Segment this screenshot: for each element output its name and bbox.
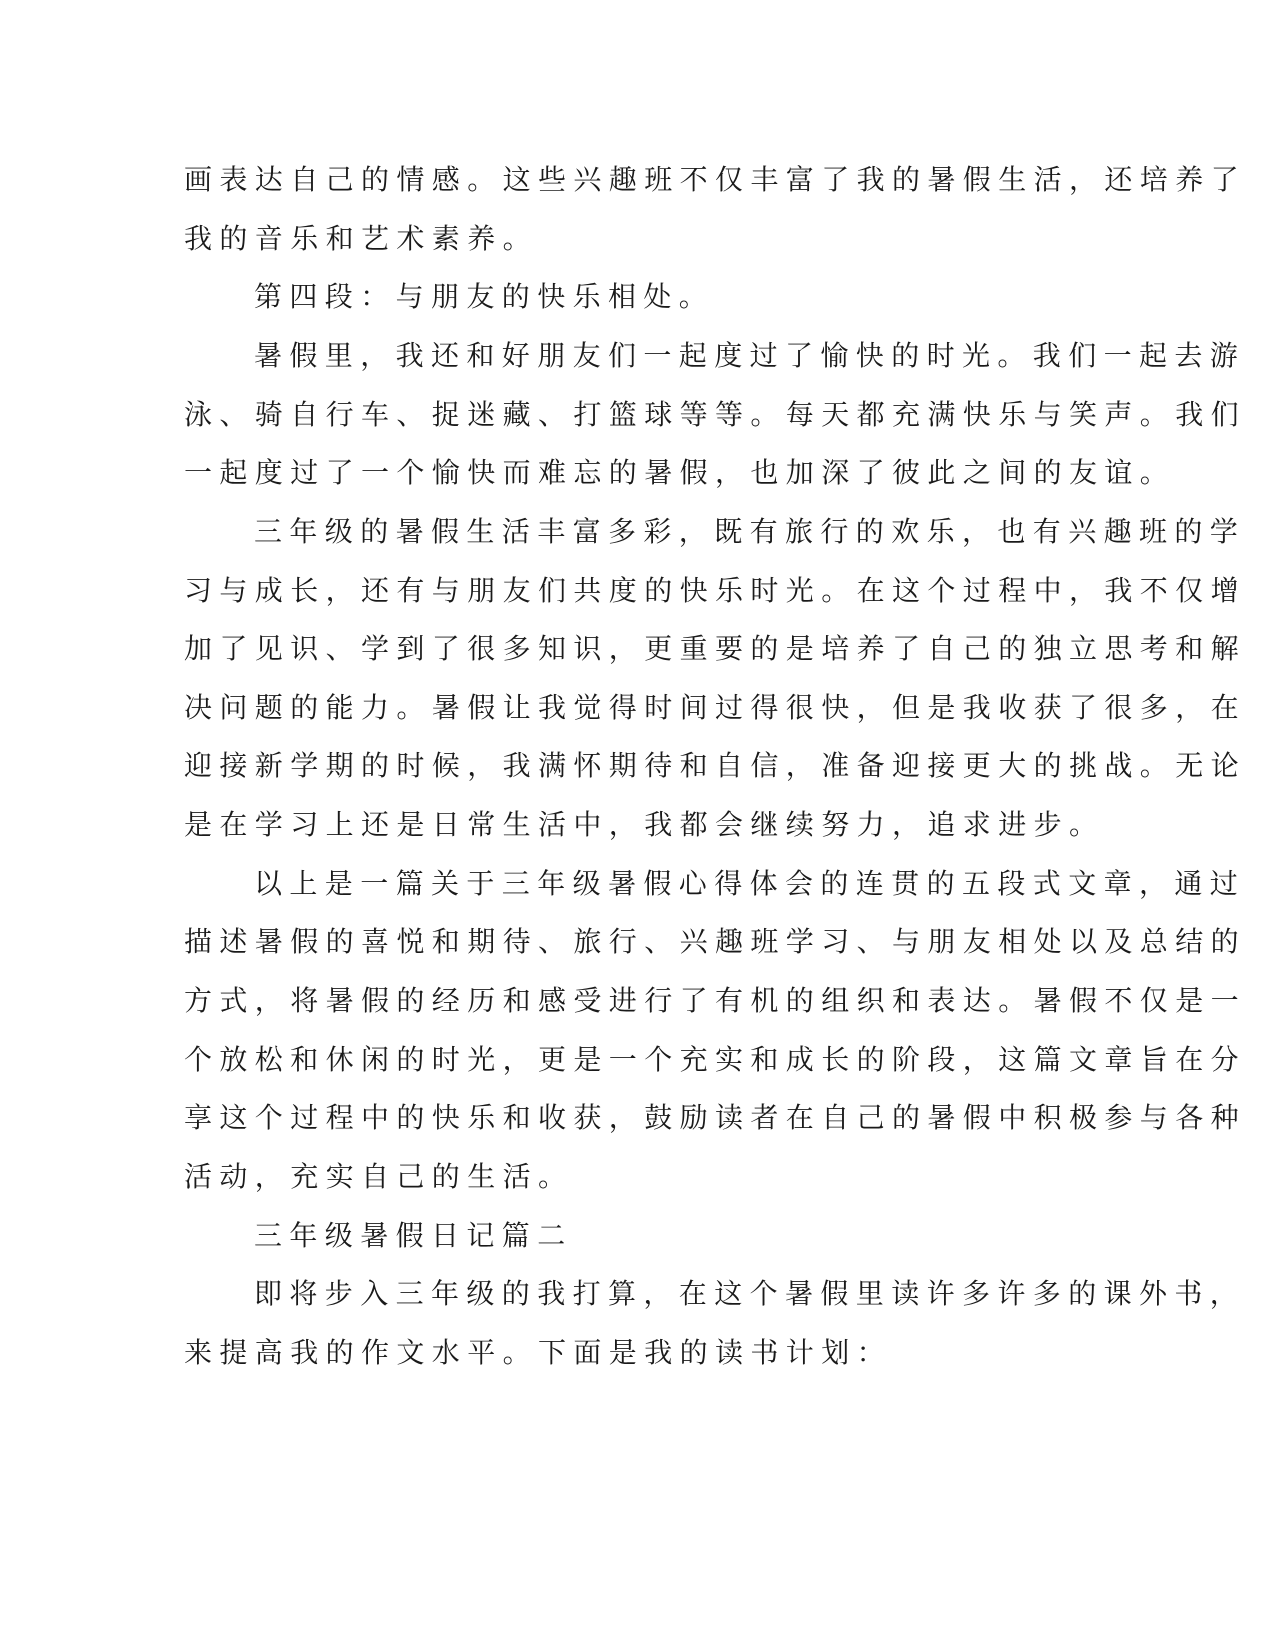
text-line: 决问题的能力。暑假让我觉得时间过得很快，但是我收获了很多，在 [184, 691, 1247, 724]
text-line: 加了见识、学到了很多知识，更重要的是培养了自己的独立思考和解 [184, 632, 1247, 665]
text-line: 一起度过了一个愉快而难忘的暑假，也加深了彼此之间的友谊。 [184, 456, 1176, 489]
text-line: 三年级的暑假生活丰富多彩，既有旅行的欢乐，也有兴趣班的学 [254, 515, 1246, 548]
text-line: 享这个过程中的快乐和收获，鼓励读者在自己的暑假中积极参与各种 [184, 1101, 1247, 1134]
text-line: 泳、骑自行车、捉迷藏、打篮球等等。每天都充满快乐与笑声。我们 [184, 398, 1247, 431]
text-line: 是在学习上还是日常生活中，我都会继续努力，追求进步。 [184, 808, 1105, 841]
text-line: 画表达自己的情感。这些兴趣班不仅丰富了我的暑假生活，还培养了 [184, 163, 1247, 196]
text-line: 以上是一篇关于三年级暑假心得体会的连贯的五段式文章，通过 [254, 867, 1246, 900]
text-line: 描述暑假的喜悦和期待、旅行、兴趣班学习、与朋友相处以及总结的 [184, 925, 1247, 958]
text-line: 迎接新学期的时候，我满怀期待和自信，准备迎接更大的挑战。无论 [184, 749, 1247, 782]
text-line: 活动，充实自己的生活。 [184, 1160, 574, 1193]
text-line: 方式，将暑假的经历和感受进行了有机的组织和表达。暑假不仅是一 [184, 984, 1247, 1017]
section-heading: 三年级暑假日记篇二 [254, 1219, 573, 1252]
text-line: 来提高我的作文水平。下面是我的读书计划： [184, 1336, 893, 1369]
text-line: 我的音乐和艺术素养。 [184, 222, 539, 255]
text-line: 习与成长，还有与朋友们共度的快乐时光。在这个过程中，我不仅增 [184, 574, 1247, 607]
text-line: 即将步入三年级的我打算，在这个暑假里读许多许多的课外书， [254, 1277, 1246, 1310]
text-line: 个放松和休闲的时光，更是一个充实和成长的阶段，这篇文章旨在分 [184, 1043, 1247, 1076]
section-heading: 第四段：与朋友的快乐相处。 [254, 280, 715, 313]
text-line: 暑假里，我还和好朋友们一起度过了愉快的时光。我们一起去游 [254, 339, 1246, 372]
